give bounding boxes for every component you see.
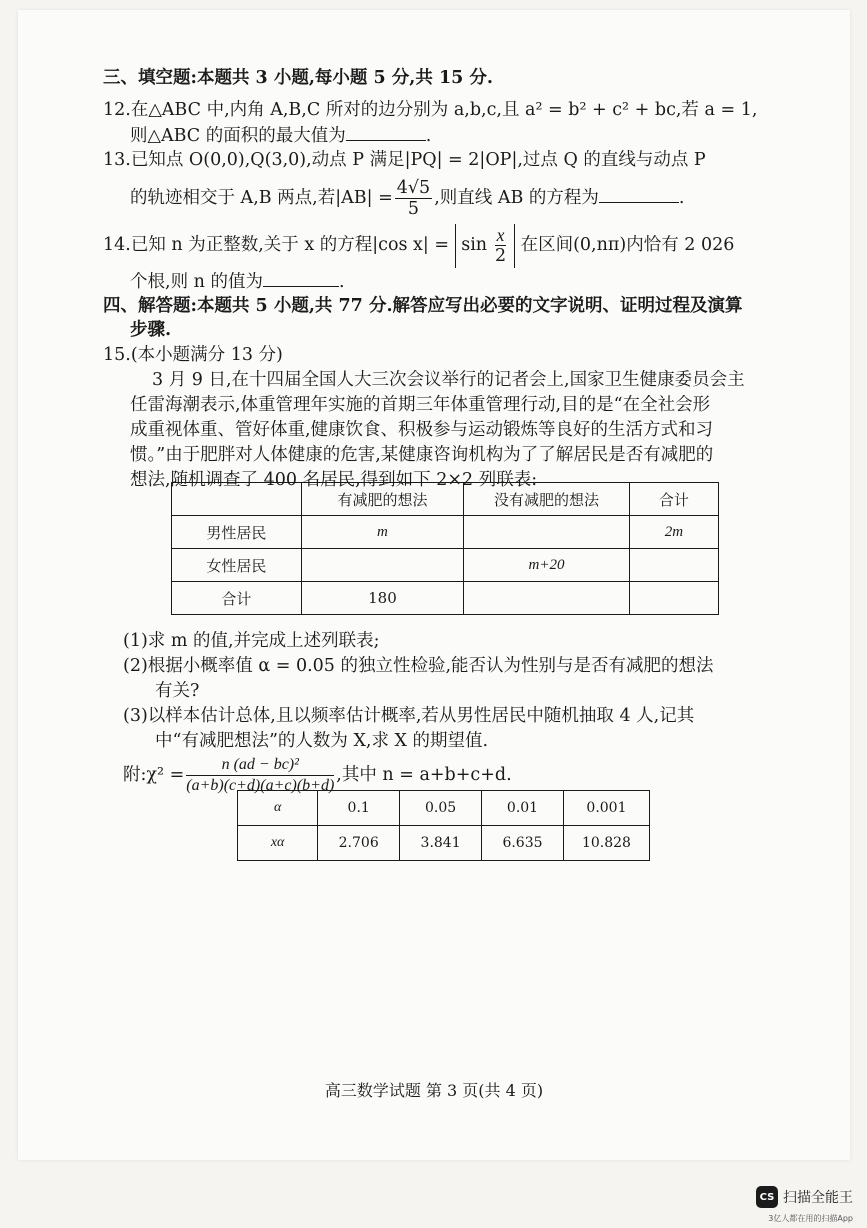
q15-title: 15.(本小题满分 13 分) — [103, 345, 283, 365]
q15-sub-3a: (3)以样本估计总体,且以频率估计概率,若从男性居民中随机抽取 4 人,记其 — [123, 706, 695, 726]
q13-text-b: ,则直线 AB 的方程为 — [434, 188, 599, 208]
table-row — [172, 516, 719, 549]
section3-heading: 三、填空题:本题共 3 小题,每小题 5 分,共 15 分. — [103, 68, 493, 88]
brand-tagline: 3亿人都在用的扫描App — [768, 1214, 853, 1223]
q14-period: . — [338, 272, 345, 292]
table-cell: 10.828 — [563, 826, 649, 861]
brand-name: 扫描全能王 — [783, 1190, 853, 1206]
q12-period: . — [425, 126, 432, 146]
q14-line2 — [130, 270, 345, 293]
q15-para-4: 惯。”由于肥胖对人体健康的危害,某健康咨询机构为了了解居民是否有减肥的 — [130, 445, 714, 465]
table-cell: 3.841 — [400, 826, 482, 861]
table-header-row — [172, 483, 719, 516]
q12-answer-blank — [346, 124, 426, 141]
q13-frac-den: 5 — [407, 199, 420, 219]
table-row — [238, 791, 650, 826]
contingency-table — [171, 482, 719, 615]
q12-text: 则△ABC 的面积的最大值为 — [130, 126, 346, 146]
q13-frac-num: 4√5 — [396, 178, 431, 198]
table-cell: 0.1 — [318, 791, 400, 826]
q13-text-a: 的轨迹相交于 A,B 两点,若|AB| = — [130, 188, 393, 208]
table-cell: 没有减肥的想法 — [464, 483, 630, 516]
q13-fraction — [395, 178, 432, 219]
table-cell: 180 — [301, 582, 464, 615]
q15-sub-1: (1)求 m 的值,并完成上述列联表; — [123, 631, 380, 651]
q13-answer-blank — [599, 186, 679, 203]
table-cell: 合计 — [629, 483, 718, 516]
q13-line2 — [130, 177, 684, 219]
table-cell: 男性居民 — [172, 516, 302, 549]
q14-fraction — [495, 225, 507, 266]
q15-para-3: 成重视体重、管好体重,健康饮食、积极参与运动锻炼等良好的生活方式和习 — [130, 420, 714, 440]
formula-prefix: 附:χ² = — [123, 765, 185, 785]
q13-line1: 13.已知点 O(0,0),Q(3,0),动点 P 满足|PQ| = 2|OP|,过点 Q 的直线与动点 P — [103, 150, 706, 170]
section4-heading-1: 四、解答题:本题共 5 小题,共 77 分.解答应写出必要的文字说明、证明过程及演算 — [103, 296, 743, 316]
q14-text-a: 14.已知 n 为正整数,关于 x 的方程|cos x| = — [103, 235, 450, 255]
formula-den: (a+b)(c+d)(a+c)(b+d) — [186, 777, 335, 794]
q14-abs-right — [514, 224, 515, 268]
table-cell: m+20 — [464, 549, 630, 582]
q12-line1: 12.在△ABC 中,内角 A,B,C 所对的边分别为 a,b,c,且 a² = b² + c² + bc,若 a = 1, — [103, 100, 758, 120]
table-cell — [301, 549, 464, 582]
table-cell — [464, 516, 630, 549]
q14-abs-left — [455, 224, 456, 268]
formula-suffix: ,其中 n = a+b+c+d. — [336, 765, 512, 785]
page-footer: 高三数学试题 第 3 页(共 4 页) — [324, 1081, 544, 1100]
table-row — [238, 826, 650, 861]
q15-para-5: 想法,随机调查了 400 名居民,得到如下 2×2 列联表: — [130, 470, 538, 490]
table-cell: 2.706 — [318, 826, 400, 861]
table-cell — [629, 582, 718, 615]
table-cell: 合计 — [172, 582, 302, 615]
q14-frac-den: 2 — [494, 246, 507, 266]
table-cell — [464, 582, 630, 615]
q15-sub-2b: 有关? — [155, 681, 200, 701]
table-cell: 6.635 — [482, 826, 564, 861]
q15-para-1: 3 月 9 日,在十四届全国人大三次会议举行的记者会上,国家卫生健康委员会主 — [152, 370, 745, 390]
q14-answer-blank — [263, 270, 339, 287]
table-cell: 女性居民 — [172, 549, 302, 582]
table-cell — [629, 549, 718, 582]
q13-period: . — [678, 188, 685, 208]
q12-line2 — [130, 124, 431, 147]
table-row — [172, 549, 719, 582]
table-cell: 0.001 — [563, 791, 649, 826]
table-cell: 有减肥的想法 — [301, 483, 464, 516]
exam-page — [18, 10, 850, 1160]
q15-para-2: 任雷海潮表示,体重管理年实施的首期三年体重管理行动,目的是“在全社会形 — [130, 395, 711, 415]
q15-sub-2a: (2)根据小概率值 α = 0.05 的独立性检验,能否认为性别与是否有减肥的想法 — [123, 656, 714, 676]
table-cell: xα — [238, 826, 318, 861]
section4-heading-2: 步骤. — [130, 320, 172, 340]
table-cell: 0.01 — [482, 791, 564, 826]
q14-sin: sin — [461, 235, 488, 255]
critical-value-table — [237, 790, 650, 861]
table-cell — [172, 483, 302, 516]
table-cell: α — [238, 791, 318, 826]
table-cell: 2m — [629, 516, 718, 549]
formula-num: n (ad − bc)² — [186, 755, 334, 776]
q14-text-b: 在区间(0,nπ)内恰有 2 026 — [520, 235, 735, 255]
camscanner-logo-icon: CS — [756, 1186, 778, 1208]
q15-sub-3b: 中“有减肥想法”的人数为 X,求 X 的期望值. — [155, 731, 489, 751]
scanner-watermark — [756, 1186, 853, 1208]
table-cell: 0.05 — [400, 791, 482, 826]
q14-line1 — [103, 222, 734, 268]
table-row — [172, 582, 719, 615]
q14-frac-num: x — [496, 225, 505, 245]
q14-text-c: 个根,则 n 的值为 — [130, 272, 263, 292]
table-cell: m — [301, 516, 464, 549]
